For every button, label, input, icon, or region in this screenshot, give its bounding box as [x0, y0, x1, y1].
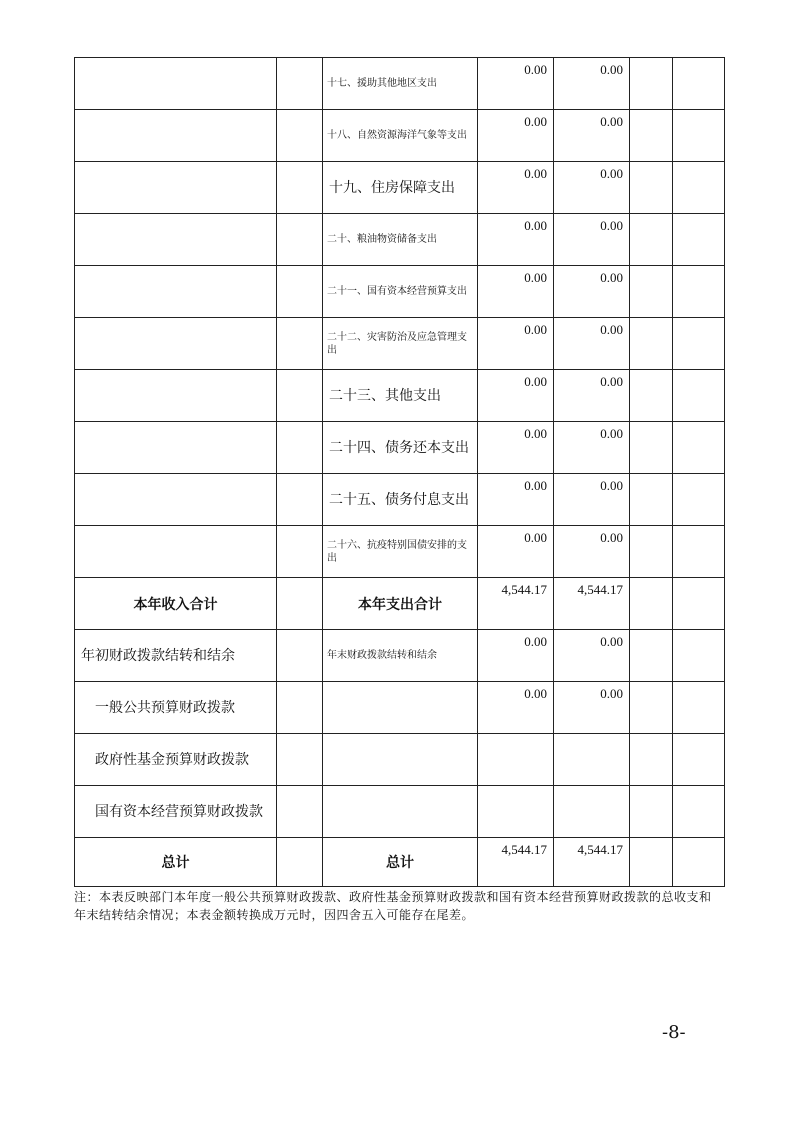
amount-cell: 0.00: [478, 58, 554, 110]
empty-cell: [630, 578, 673, 630]
gov-fund-label: 政府性基金预算财政拨款: [75, 734, 277, 786]
general-budget-label: 一般公共预算财政拨款: [75, 682, 277, 734]
amount-cell: 0.00: [478, 110, 554, 162]
empty-cell: [673, 370, 725, 422]
amount-cell: 0.00: [478, 214, 554, 266]
page-number: -8-: [662, 1022, 686, 1043]
empty-cell: [630, 734, 673, 786]
empty-cell: [323, 786, 478, 838]
amount-cell: 0.00: [478, 162, 554, 214]
general-budget-row: [75, 682, 725, 734]
amount-cell: 4,544.17: [554, 838, 630, 887]
blank-cell: [277, 526, 323, 578]
table-row: [75, 422, 725, 474]
empty-cell: [630, 526, 673, 578]
empty-cell: [673, 786, 725, 838]
blank-cell: [277, 786, 323, 838]
blank-cell: [277, 370, 323, 422]
amount-cell: 4,544.17: [478, 578, 554, 630]
table-row: [75, 318, 725, 370]
expense-item-label: 二十、粮油物资储备支出: [323, 214, 478, 266]
empty-cell: [673, 214, 725, 266]
empty-cell: [673, 578, 725, 630]
empty-cell: [630, 474, 673, 526]
table-row: [75, 110, 725, 162]
income-cell: [75, 526, 277, 578]
blank-cell: [277, 838, 323, 887]
empty-cell: [630, 682, 673, 734]
amount-cell: 0.00: [554, 630, 630, 682]
grand-total-income-label: 总计: [75, 838, 277, 887]
income-cell: [75, 474, 277, 526]
amount-cell: 0.00: [554, 318, 630, 370]
income-cell: [75, 58, 277, 110]
table-row: [75, 214, 725, 266]
amount-cell: 0.00: [478, 526, 554, 578]
income-cell: [75, 162, 277, 214]
empty-cell: [630, 370, 673, 422]
blank-cell: [277, 682, 323, 734]
income-cell: [75, 370, 277, 422]
amount-cell: 0.00: [478, 370, 554, 422]
year-total-row: [75, 578, 725, 630]
table-row: [75, 526, 725, 578]
table-row: [75, 474, 725, 526]
blank-cell: [277, 58, 323, 110]
blank-cell: [277, 318, 323, 370]
amount-cell: 0.00: [554, 214, 630, 266]
empty-cell: [630, 266, 673, 318]
blank-cell: [277, 734, 323, 786]
amount-cell: 0.00: [554, 110, 630, 162]
amount-cell: 0.00: [478, 266, 554, 318]
grand-total-row: [75, 838, 725, 887]
carryover-row: [75, 630, 725, 682]
blank-cell: [277, 630, 323, 682]
amount-cell: 0.00: [478, 630, 554, 682]
empty-cell: [673, 734, 725, 786]
amount-cell: 0.00: [554, 162, 630, 214]
empty-cell: [630, 214, 673, 266]
carryover-income-label: 年初财政拨款结转和结余: [75, 630, 277, 682]
empty-cell: [630, 162, 673, 214]
carryover-expense-label: 年末财政拨款结转和结余: [323, 630, 478, 682]
empty-cell: [673, 630, 725, 682]
expense-item-label: 十九、住房保障支出: [323, 162, 478, 214]
blank-cell: [277, 266, 323, 318]
empty-cell: [673, 474, 725, 526]
amount-cell: 0.00: [478, 474, 554, 526]
income-cell: [75, 318, 277, 370]
empty-cell: [323, 734, 478, 786]
empty-cell: [630, 630, 673, 682]
budget-table: [74, 57, 725, 887]
expense-item-label: 二十三、其他支出: [323, 370, 478, 422]
expense-item-label: 二十五、债务付息支出: [323, 474, 478, 526]
amount-cell: 4,544.17: [478, 838, 554, 887]
expense-item-label: 十七、援助其他地区支出: [323, 58, 478, 110]
empty-cell: [630, 110, 673, 162]
amount-cell: 0.00: [554, 474, 630, 526]
state-capital-row: [75, 786, 725, 838]
expense-item-label: 二十一、国有资本经营预算支出: [323, 266, 478, 318]
empty-cell: [630, 318, 673, 370]
table-row: [75, 266, 725, 318]
empty-cell: [673, 838, 725, 887]
amount-cell: 0.00: [554, 682, 630, 734]
income-cell: [75, 422, 277, 474]
empty-cell: [554, 786, 630, 838]
empty-cell: [630, 422, 673, 474]
blank-cell: [277, 214, 323, 266]
amount-cell: 0.00: [478, 318, 554, 370]
empty-cell: [478, 734, 554, 786]
empty-cell: [554, 734, 630, 786]
empty-cell: [673, 162, 725, 214]
empty-cell: [673, 422, 725, 474]
table-body: [75, 58, 725, 887]
table-row: [75, 162, 725, 214]
empty-cell: [630, 838, 673, 887]
expense-item-label: 二十二、灾害防治及应急管理支出: [323, 318, 478, 370]
blank-cell: [277, 422, 323, 474]
table-note: 注：本表反映部门本年度一般公共预算财政拨款、政府性基金预算财政拨款和国有资本经营预算财政拨款的总收支和年末结转结余情况；本表金额转换成万元时，因四舍五入可能存在尾差。: [74, 890, 712, 922]
year-expense-total-label: 本年支出合计: [323, 578, 478, 630]
gov-fund-row: [75, 734, 725, 786]
empty-cell: [673, 266, 725, 318]
amount-cell: 0.00: [554, 422, 630, 474]
amount-cell: 4,544.17: [554, 578, 630, 630]
grand-total-expense-label: 总计: [323, 838, 478, 887]
amount-cell: 0.00: [554, 370, 630, 422]
empty-cell: [630, 786, 673, 838]
empty-cell: [630, 58, 673, 110]
expense-item-label: 十八、自然资源海洋气象等支出: [323, 110, 478, 162]
empty-cell: [323, 682, 478, 734]
expense-item-label: 二十六、抗疫特别国债安排的支出: [323, 526, 478, 578]
income-cell: [75, 110, 277, 162]
blank-cell: [277, 110, 323, 162]
blank-cell: [277, 474, 323, 526]
empty-cell: [478, 786, 554, 838]
amount-cell: 0.00: [554, 58, 630, 110]
table-row: [75, 58, 725, 110]
blank-cell: [277, 162, 323, 214]
empty-cell: [673, 110, 725, 162]
empty-cell: [673, 682, 725, 734]
empty-cell: [673, 318, 725, 370]
empty-cell: [673, 526, 725, 578]
amount-cell: 0.00: [554, 266, 630, 318]
table-row: [75, 370, 725, 422]
amount-cell: 0.00: [478, 682, 554, 734]
amount-cell: 0.00: [478, 422, 554, 474]
amount-cell: 0.00: [554, 526, 630, 578]
income-cell: [75, 266, 277, 318]
expense-item-label: 二十四、债务还本支出: [323, 422, 478, 474]
empty-cell: [673, 58, 725, 110]
blank-cell: [277, 578, 323, 630]
state-capital-label: 国有资本经营预算财政拨款: [75, 786, 277, 838]
income-cell: [75, 214, 277, 266]
year-income-total-label: 本年收入合计: [75, 578, 277, 630]
